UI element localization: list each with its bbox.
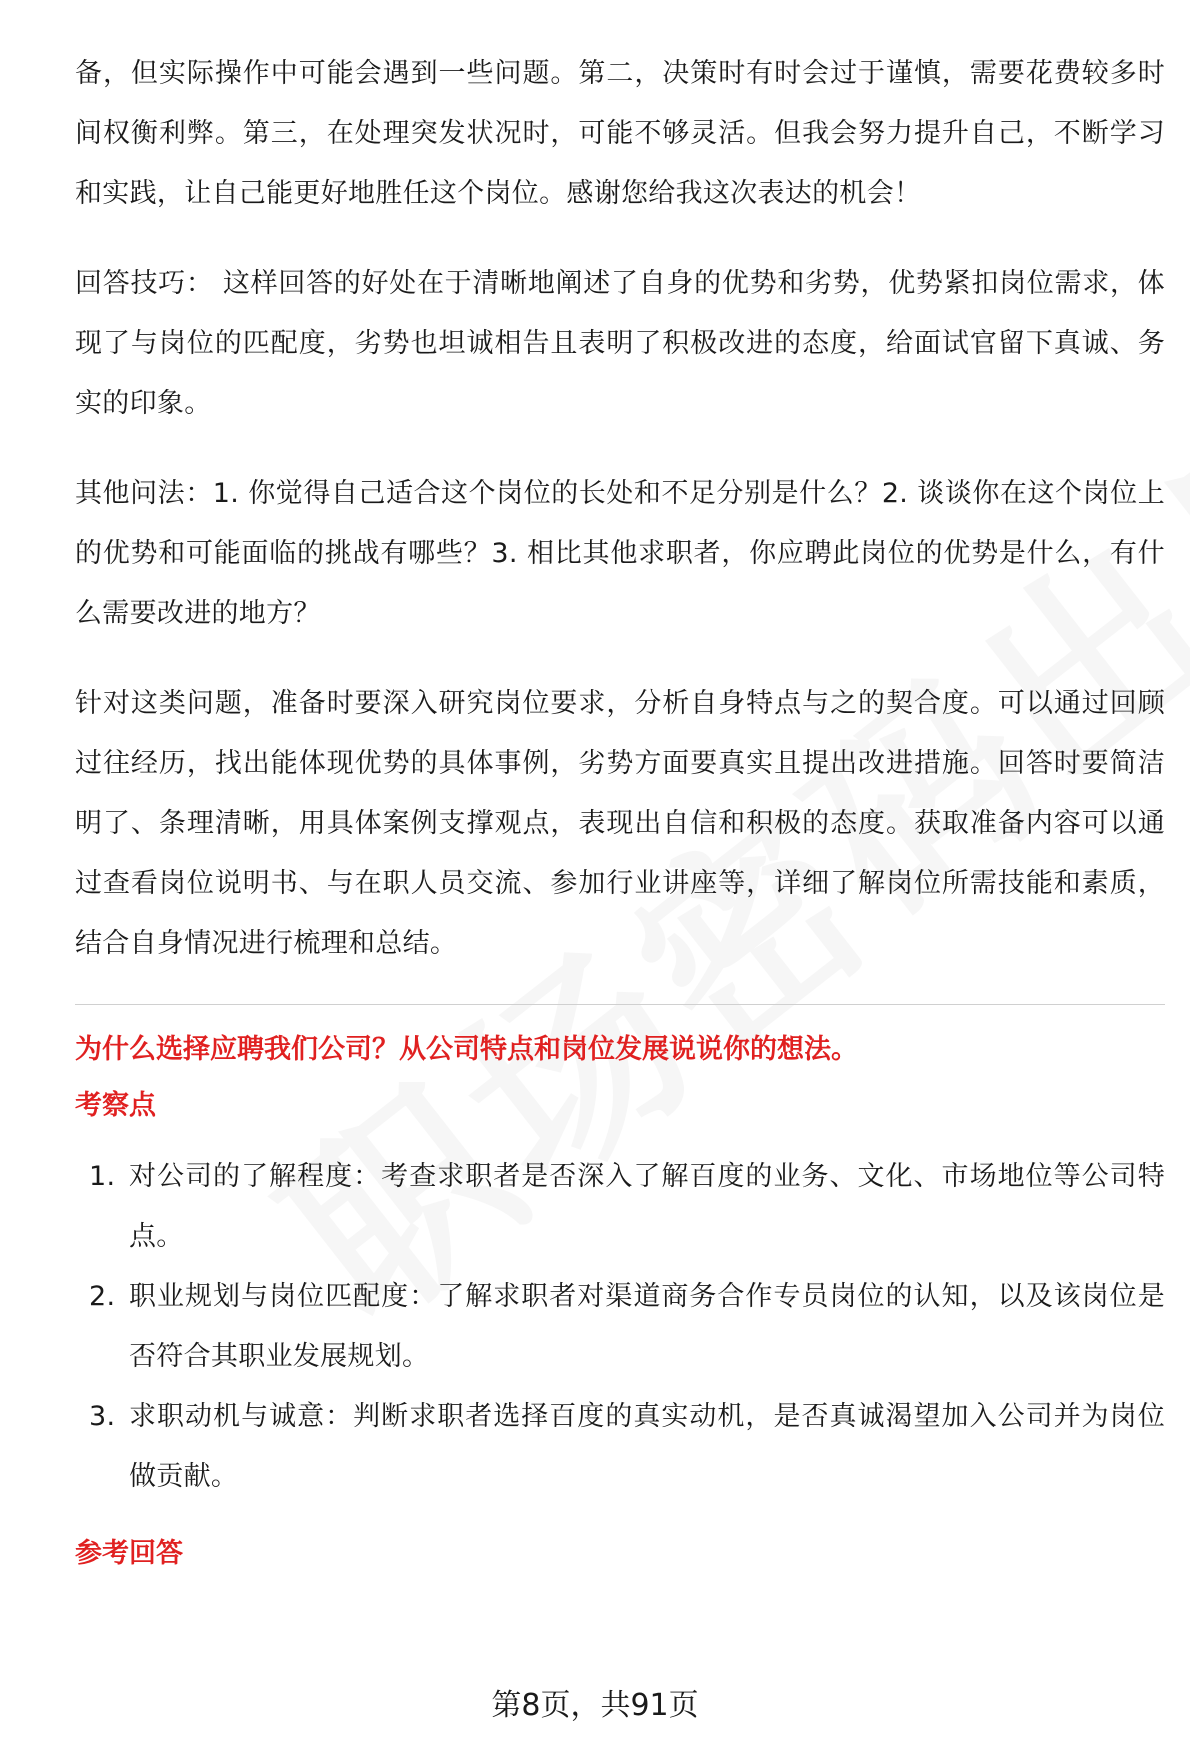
section-divider (75, 1004, 1165, 1005)
answer-heading: 参考回答 (75, 1538, 183, 1569)
page-number: 第8页，共91页 (491, 1688, 699, 1723)
list-item-number: 3. (89, 1401, 116, 1432)
document-body (75, 44, 1165, 1595)
focus-heading: 考察点 (75, 1090, 156, 1121)
question-heading: 为什么选择应聘我们公司？从公司特点和岗位发展说说你的想法。 (75, 1034, 858, 1065)
list-item-number: 1. (89, 1161, 116, 1192)
list-item-text: 求职动机与诚意：判断求职者选择百度的真实动机，是否真诚渴望加入公司并为岗位做贡献。 (129, 1401, 1165, 1492)
list-item (75, 1267, 1165, 1387)
paragraph-answer-continuation: 备，但实际操作中可能会遇到一些问题。第二，决策时有时会过于谨慎，需要花费较多时间权衡利弊。第三，在处理突发状况时，可能不够灵活。但我会努力提升自己，不断学习和实践，让自己能更好地胜任这个岗位。感谢您给我这次表达的机会！ (75, 58, 1165, 209)
list-item (75, 1147, 1165, 1267)
paragraph-answer-tips: 回答技巧： 这样回答的好处在于清晰地阐述了自身的优势和劣势，优势紧扣岗位需求，体现了与岗位的匹配度，劣势也坦诚相告且表明了积极改进的态度，给面试官留下真诚、务实的印象。 (75, 268, 1165, 419)
paragraph-preparation-advice: 针对这类问题，准备时要深入研究岗位要求，分析自身特点与之的契合度。可以通过回顾过往经历，找出能体现优势的具体事例，劣势方面要真实且提出改进措施。回答时要简洁明了、条理清晰，用具体案例支撑观点，表现出自信和积极的态度。获取准备内容可以通过查看岗位说明书、与在职人员交流、参加行业讲座等，详细了解岗位所需技能和素质，结合自身情况进行梳理和总结。 (75, 688, 1165, 959)
list-item-number: 2. (89, 1281, 116, 1312)
list-item (75, 1387, 1165, 1507)
list-item-text: 对公司的了解程度：考查求职者是否深入了解百度的业务、文化、市场地位等公司特点。 (129, 1161, 1165, 1252)
focus-list (75, 1147, 1165, 1507)
list-item-text: 职业规划与岗位匹配度：了解求职者对渠道商务合作专员岗位的认知，以及该岗位是否符合其职业发展规划。 (129, 1281, 1165, 1372)
paragraph-alternate-questions: 其他问法：1. 你觉得自己适合这个岗位的长处和不足分别是什么？2. 谈谈你在这个岗位上的优势和可能面临的挑战有哪些？3. 相比其他求职者，你应聘此岗位的优势是什么，有什么需要改进的地方？ (75, 478, 1165, 629)
